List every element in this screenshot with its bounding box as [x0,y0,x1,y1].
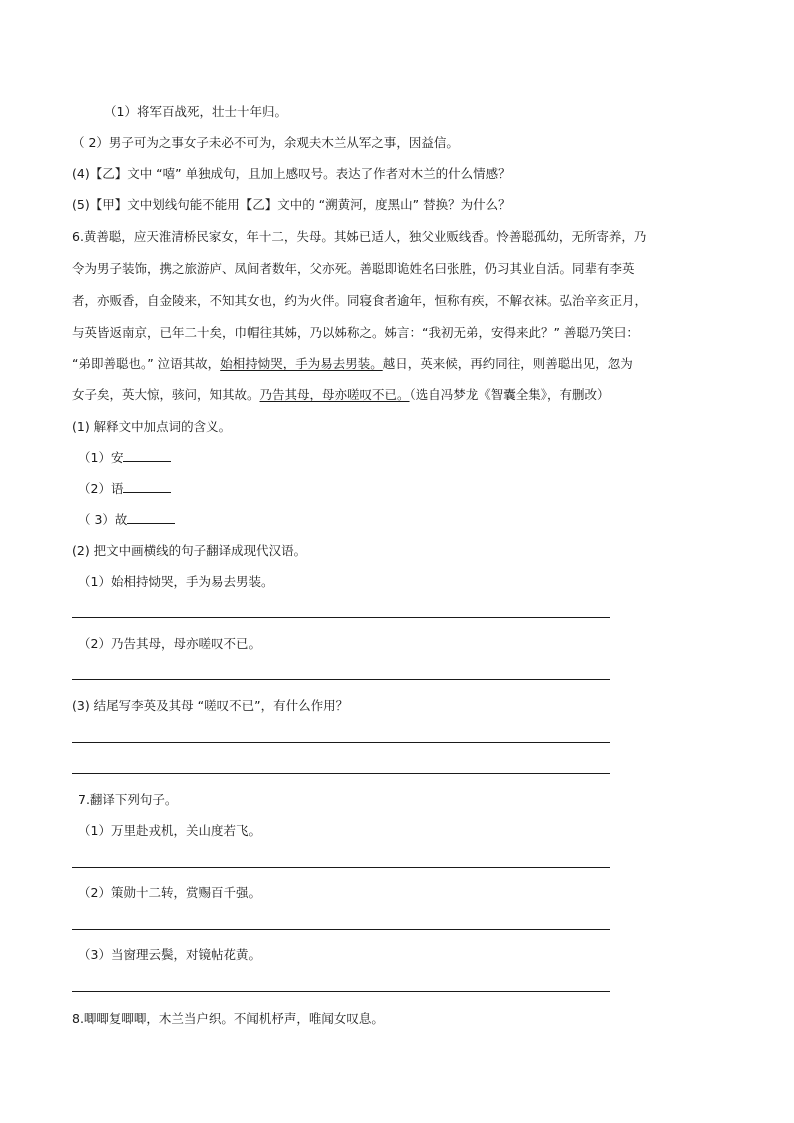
answer-blank[interactable] [123,480,171,493]
passage-6-line-1: 6.黄善聪，应天淮清桥民家女，年十二，失母。其姊已适人，独父业贩线香。怜善聪孤幼，无所寄养，乃 [72,229,647,244]
passage-6-line-5 [72,355,633,373]
answer-blank[interactable] [127,511,175,524]
question-7: 7.翻译下列句子。 [78,792,178,807]
question-6-2: (2) 把文中画横线的句子翻译成现代汉语。 [72,543,307,558]
question-7-a: （1）万里赴戎机，关山度若飞。 [78,823,261,838]
question-6-1: (1) 解释文中加点词的含义。 [72,419,232,434]
item-line-1: （1）将军百战死，壮士十年归。 [104,104,287,119]
passage-text: 越日，英来候，再约同往，则善聪出见，忽为 [382,356,633,371]
question-6-1-c [78,511,175,529]
answer-line[interactable] [72,679,610,680]
answer-blank[interactable] [123,449,171,462]
passage-text: “弟即善聪也。” 泣语其故， [72,356,221,371]
question-6-1-a [78,449,171,467]
question-7-b: （2）策勋十二转，赏赐百千强。 [78,885,261,900]
passage-6-line-6 [72,386,610,404]
word-gu: （ 3）故 [78,512,128,527]
underlined-sentence-2: 乃告其母，母亦嗟叹不已。 [259,387,410,402]
source-note: （选自冯梦龙《智囊全集》，有删改） [409,387,610,402]
item-line-2: （ 2）男子可为之事女子未必不可为，余观夫木兰从军之事，因益信。 [72,135,459,150]
word-yu: （2）语 [78,481,124,496]
passage-6-line-4: 与英皆返南京，已年二十矣，巾帽往其姊，乃以姊称之。姊言：“我初无弟，安得来此？” 善聪乃笑曰： [72,325,639,340]
question-6-1-b [78,480,171,498]
question-6-3: (3) 结尾写李英及其母 “嗟叹不已”，有什么作用？ [72,698,349,713]
underlined-sentence-1: 始相持恸哭，手为易去男装。 [220,356,383,371]
question-8: 8.唧唧复唧唧，木兰当户织。不闻机杼声，唯闻女叹息。 [72,1011,384,1026]
answer-line[interactable] [72,742,610,743]
answer-line[interactable] [72,929,610,930]
question-5: (5)【甲】文中划线句能不能用【乙】文中的 “溯黄河，度黑山” 替换？为什么？ [72,197,511,212]
question-6-2-b: （2）乃告其母，母亦嗟叹不已。 [78,636,261,651]
passage-text: 女子矣，英大惊，骇问，知其故。 [72,387,260,402]
question-4: (4)【乙】文中 “嘻” 单独成句，且加上感叹号。表达了作者对木兰的什么情感？ [72,166,511,181]
question-7-c: （3）当窗理云鬓，对镜帖花黄。 [78,947,261,962]
answer-line[interactable] [72,773,610,774]
question-6-2-a: （1）始相持恸哭，手为易去男装。 [78,574,274,589]
passage-6-line-2: 令为男子装饰，携之旅游庐、凤间者数年，父亦死。善聪即诡姓名曰张胜，仍习其业自活。同辈有李英 [72,261,635,276]
passage-6-line-3: 者，亦贩香，自金陵来，不知其女也，约为火伴。同寝食者逾年，恒称有疾，不解衣袜。弘治辛亥正月， [72,293,648,308]
answer-line[interactable] [72,617,610,618]
answer-line[interactable] [72,867,610,868]
word-an: （1）安 [78,450,124,465]
answer-line[interactable] [72,991,610,992]
